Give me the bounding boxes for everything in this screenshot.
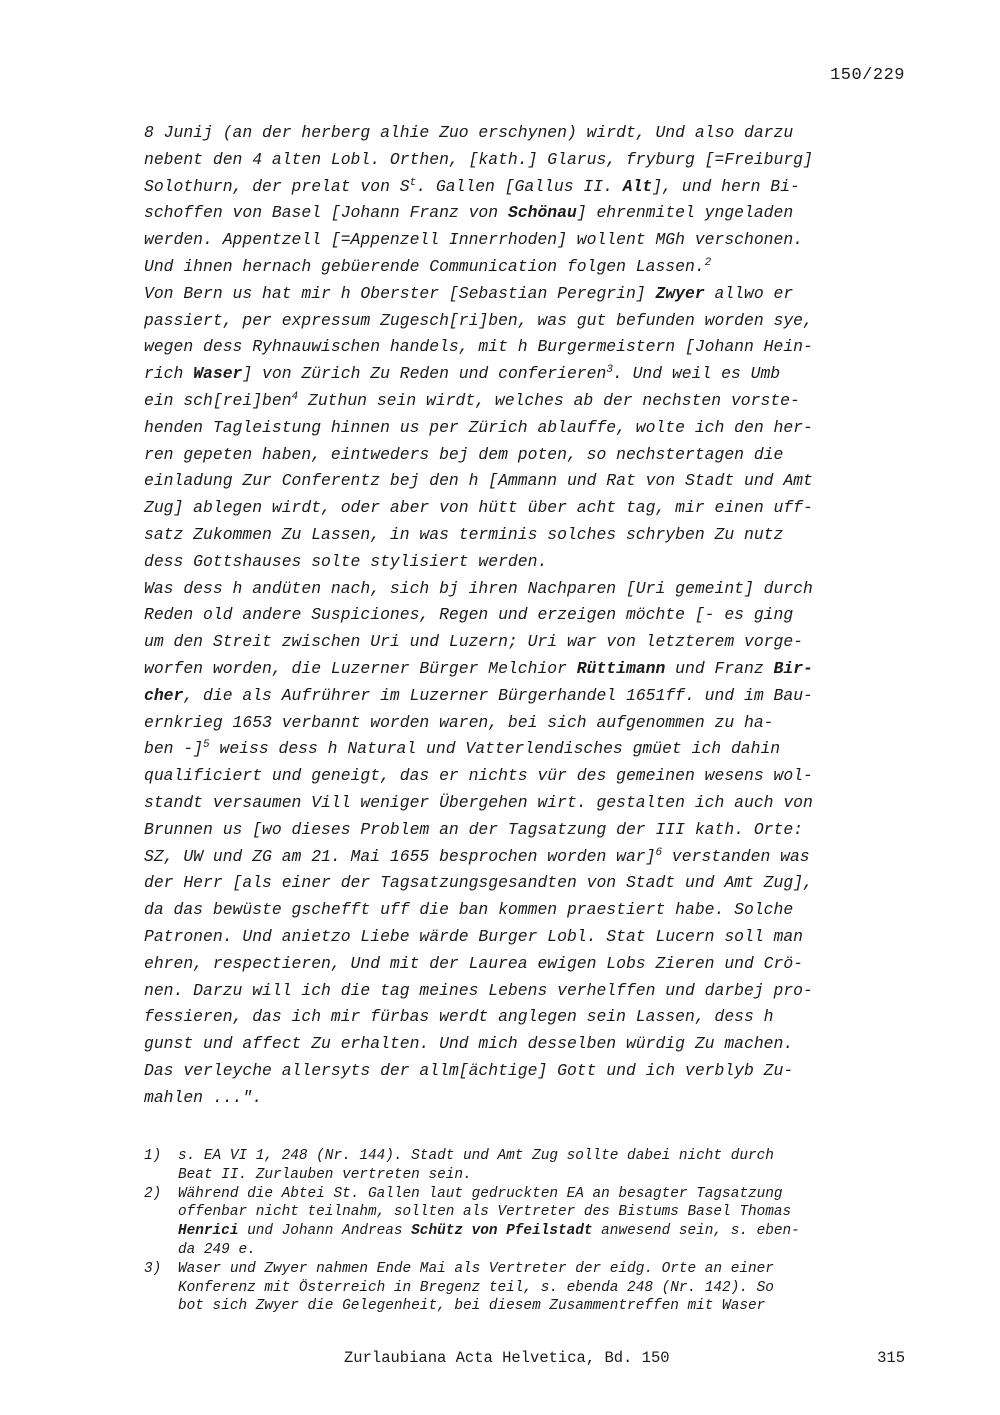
text-line	[144, 308, 914, 335]
text-line	[144, 924, 914, 951]
text-segment: . Und weil es Umb	[612, 364, 781, 384]
text-segment: schoffen von Basel [Johann Franz von	[144, 203, 508, 223]
superscript: 5	[203, 739, 210, 752]
superscript: t	[409, 176, 417, 189]
text-line	[144, 200, 914, 227]
text-segment: Reden old andere Suspiciones, Regen und erzeigen möchte [- es ging	[144, 605, 794, 625]
text-segment: rich	[144, 364, 194, 384]
text-segment: dess Gottshauses solte stylisiert werden.	[144, 551, 548, 571]
text-segment: Solothurn, der prelat von S	[144, 176, 410, 196]
footer-publication-title: Zurlaubiana Acta Helvetica, Bd. 150	[344, 1349, 670, 1367]
text-segment: passiert, per expressum Zugesch[ri]ben, was gut befunden worden sye,	[144, 310, 813, 330]
text-segment: ein sch[rei]ben	[144, 390, 292, 410]
text-line	[144, 870, 914, 897]
bold-name: Zwyer	[655, 283, 705, 303]
text-segment: wegen dess Ryhnauwischen handels, mit h Burgermeistern [Johann Hein-	[144, 337, 813, 357]
text-line	[144, 468, 914, 495]
text-segment: werden. Appentzell [=Appenzell Innerrhoden] wollent MGh verschonen.	[144, 230, 804, 250]
page-counter: 150/229	[830, 66, 905, 85]
text-segment: Während die Abtei St. Gallen laut gedruckten EA an besagter Tagsatzung	[178, 1185, 783, 1202]
text-segment: offenbar nicht teilnahm, sollten als Vertreter des Bistums Basel Thomas	[178, 1204, 792, 1221]
bold-name: Bir-	[773, 658, 813, 678]
text-line	[144, 254, 914, 281]
text-segment: Brunnen us [wo dieses Problem an der Tagsatzung der III kath. Orte:	[144, 819, 804, 839]
text-line	[144, 683, 914, 710]
superscript: 6	[655, 846, 663, 859]
text-line	[144, 736, 914, 763]
text-segment: ] von Zürich Zu Reden und conferieren	[242, 364, 607, 384]
text-line	[144, 334, 914, 361]
footnote	[144, 1185, 924, 1260]
text-segment: da 249 e.	[178, 1241, 256, 1258]
text-segment: Waser und Zwyer nahmen Ende Mai als Vertreter der eidg. Orte an einer	[178, 1260, 774, 1277]
text-line	[144, 710, 914, 737]
footnote-line	[178, 1260, 924, 1279]
text-segment: Patronen. Und anietzo Liebe wärde Burger Lobl. Stat Lucern soll man	[144, 926, 804, 946]
text-segment: henden Tagleistung hinnen us per Zürich ablauffe, wolte ich den her-	[144, 417, 813, 437]
text-segment: Von Bern us hat mir h Oberster [Sebastian Peregrin]	[144, 283, 656, 303]
text-line	[144, 522, 914, 549]
text-line	[144, 790, 914, 817]
text-line	[144, 763, 914, 790]
text-segment: SZ, UW und ZG am 21. Mai 1655 besprochen worden war]	[144, 846, 656, 866]
letter-body-text	[144, 120, 914, 1111]
text-segment: fessieren, das ich mir fürbas werdt anglegen sein Lassen, dess h	[144, 1007, 774, 1027]
text-line	[144, 656, 914, 683]
footnote-line	[178, 1203, 924, 1222]
text-segment: ernkrieg 1653 verbannt worden waren, bei sich aufgenommen zu ha-	[144, 712, 774, 732]
bold-name: Schütz von Pfeilstadt	[411, 1223, 593, 1240]
text-line	[144, 951, 914, 978]
footnote-number: 1)	[144, 1148, 162, 1164]
footnote-line	[178, 1279, 924, 1298]
text-segment: Das verleyche allersyts der allm[ächtige] Gott und ich verblyb Zu-	[144, 1060, 794, 1080]
text-line	[144, 844, 914, 871]
footnote-number: 2)	[144, 1185, 162, 1202]
text-segment: Konferenz mit Österreich in Bregenz teil, s. ebenda 248 (Nr. 142). So	[178, 1279, 774, 1296]
bold-name: Alt	[622, 176, 653, 196]
text-segment: Zuthun sein wirdt, welches ab der nechsten vorste-	[298, 390, 800, 410]
text-segment: 8 Junij (an der herberg alhie Zuo erschynen) wirdt, Und also darzu	[144, 123, 794, 142]
footnote-line	[178, 1185, 924, 1204]
text-line	[144, 361, 914, 388]
text-segment: um den Streit zwischen Uri und Luzern; Uri war von letzterem vorge-	[144, 632, 804, 652]
text-segment: und Franz	[665, 658, 774, 678]
text-line	[144, 281, 914, 308]
text-segment: ben -]	[144, 739, 204, 759]
bold-name: Rüttimann	[576, 658, 666, 678]
text-segment: da das bewüste gschefft uff die ban kommen praestiert habe. Solche	[144, 900, 794, 920]
text-line	[144, 388, 914, 415]
text-segment: Zug] ablegen wirdt, oder aber von hütt über acht tag, mir einen uff-	[144, 498, 813, 518]
text-line	[144, 415, 914, 442]
text-segment: , die als Aufrührer im Luzerner Bürgerhandel 1651ff. und im Bau-	[183, 685, 813, 705]
text-segment: anwesend sein, s. eben-	[592, 1223, 800, 1240]
bold-name: cher	[144, 685, 184, 705]
text-segment: . Gallen [Gallus II.	[416, 176, 623, 196]
text-line	[144, 174, 914, 201]
text-segment: satz Zukommen Zu Lassen, in was terminis solches schryben Zu nutz	[144, 524, 784, 544]
footnote-number: 3)	[144, 1260, 162, 1277]
text-line	[144, 817, 914, 844]
text-segment: Und ihnen hernach gebüerende Communication folgen Lassen.	[144, 256, 705, 276]
footnotes	[144, 1147, 924, 1316]
bold-name: Schönau	[507, 203, 577, 223]
text-segment: qualificiert und geneigt, das er nichts vür des gemeinen wesens wol-	[144, 766, 813, 786]
text-segment: gunst und affect Zu erhalten. Und mich desselben würdig Zu machen.	[144, 1034, 794, 1054]
text-line	[144, 602, 914, 629]
footnote-line	[178, 1222, 924, 1241]
text-segment: standt versaumen Vill weniger Übergehen wirt. gestalten ich auch von	[144, 792, 813, 812]
superscript: 2	[704, 256, 712, 269]
superscript: 4	[291, 390, 299, 403]
text-segment: nebent den 4 alten Lobl. Orthen, [kath.] Glarus, fryburg [=Freiburg]	[144, 149, 813, 169]
bold-name: Henrici	[178, 1223, 239, 1240]
text-segment: nen. Darzu will ich die tag meines Lebens verhelffen und darbej pro-	[144, 980, 813, 1000]
text-segment: ren gepeten haben, eintweders bej dem poten, so nechstertagen die	[144, 444, 784, 464]
footer-page-number: 315	[877, 1349, 905, 1367]
text-line	[144, 227, 914, 254]
text-segment: allwo er	[704, 283, 794, 303]
text-segment: worfen worden, die Luzerner Bürger Melchior	[144, 658, 577, 678]
bold-name: Waser	[193, 364, 243, 384]
text-segment: Beat II. Zurlauben vertreten sein.	[178, 1166, 472, 1183]
text-line	[144, 1004, 914, 1031]
footnote-line	[178, 1241, 924, 1260]
text-line	[144, 629, 914, 656]
text-segment: verstanden was	[662, 846, 810, 866]
text-line	[144, 549, 914, 576]
text-line	[144, 897, 914, 924]
footnote	[144, 1147, 924, 1185]
footnote-line	[178, 1297, 924, 1316]
text-segment: Was dess h andüten nach, sich bj ihren Nachparen [Uri gemeint] durch	[144, 578, 813, 598]
superscript: 3	[606, 364, 613, 377]
text-segment: ehren, respectieren, Und mit der Laurea ewigen Lobs Zieren und Crö-	[144, 953, 804, 973]
text-line	[144, 442, 914, 469]
text-segment: s. EA VI 1, 248 (Nr. 144). Stadt und Amt Zug sollte dabei nicht durch	[178, 1148, 774, 1164]
footnote	[144, 1260, 924, 1316]
footnote-line	[178, 1166, 924, 1185]
text-line	[144, 147, 914, 174]
text-segment: einladung Zur Conferentz bej den h [Ammann und Rat von Stadt und Amt	[144, 471, 813, 491]
text-line	[144, 1058, 914, 1085]
text-segment: und Johann Andreas	[238, 1223, 412, 1240]
text-line	[144, 120, 914, 147]
text-segment: mahlen ...".	[144, 1087, 263, 1107]
text-segment: ], und hern Bi-	[652, 176, 800, 196]
text-line	[144, 1031, 914, 1058]
text-line	[144, 978, 914, 1005]
text-segment: weiss dess h Natural und Vatterlendisches gmüet ich dahin	[209, 739, 781, 759]
text-segment: bot sich Zwyer die Gelegenheit, bei diesem Zusammentreffen mit Waser	[178, 1298, 766, 1315]
text-line	[144, 1085, 914, 1112]
text-segment: ] ehrenmitel yngeladen	[576, 203, 794, 223]
text-segment: der Herr [als einer der Tagsatzungsgesandten von Stadt und Amt Zug],	[144, 873, 813, 893]
text-line	[144, 576, 914, 603]
footnote-line	[178, 1147, 924, 1166]
text-line	[144, 495, 914, 522]
